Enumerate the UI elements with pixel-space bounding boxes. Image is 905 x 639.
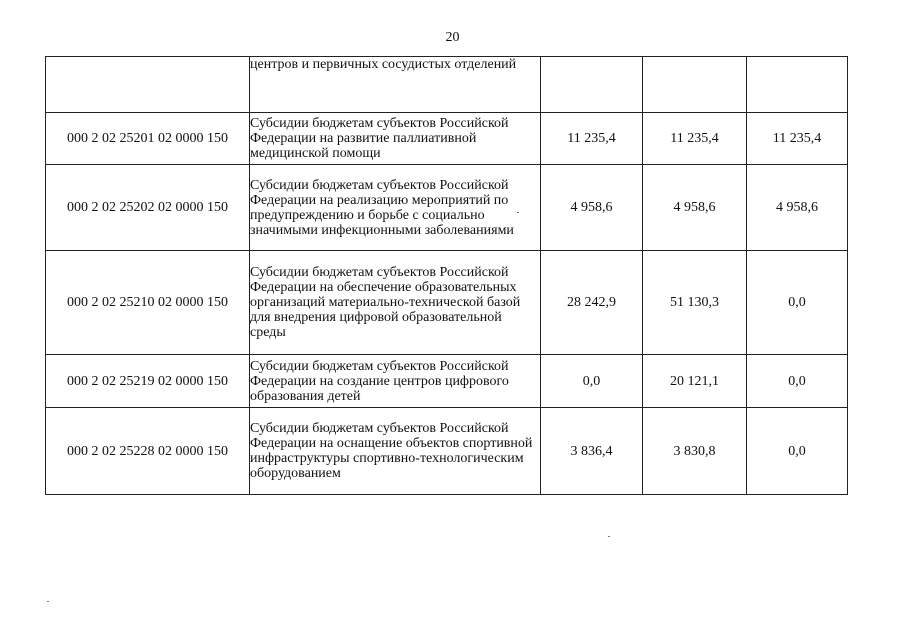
table-row [46,57,848,113]
table-row [46,113,848,165]
scan-speck [517,212,519,213]
code-cell: 000 2 02 25228 02 0000 150 [46,408,250,495]
name-cell: Субсидии бюджетам субъектов Российской Федерации на обеспечение образовательных организаций материально-технической базой для внедрения цифровой образовательной среды [250,251,541,355]
value-cell-2 [643,57,747,113]
value-cell-3: 11 235,4 [747,113,848,165]
value-cell-1: 11 235,4 [541,113,643,165]
table-row [46,355,848,408]
name-cell: Субсидии бюджетам субъектов Российской Федерации на оснащение объектов спортивной инфраструктуры спортивно-технологическим оборудованием [250,408,541,495]
name-cell: центров и первичных сосудистых отделений [250,57,541,113]
value-cell-2: 51 130,3 [643,251,747,355]
value-cell-3: 0,0 [747,251,848,355]
value-cell-1: 4 958,6 [541,165,643,251]
value-cell-3: 0,0 [747,355,848,408]
code-cell: 000 2 02 25202 02 0000 150 [46,165,250,251]
page-number: 20 [445,30,460,45]
value-cell-1: 3 836,4 [541,408,643,495]
name-cell: Субсидии бюджетам субъектов Российской Федерации на создание центров цифрового образования детей [250,355,541,408]
value-cell-1: 28 242,9 [541,251,643,355]
name-cell: Субсидии бюджетам субъектов Российской Федерации на реализацию мероприятий по предупреждению и борьбе с социально значимыми инфекционными заболеваниями [250,165,541,251]
scan-speck [47,601,49,602]
code-cell [46,57,250,113]
scan-speck [608,536,610,537]
value-cell-2: 11 235,4 [643,113,747,165]
table-row [46,251,848,355]
code-cell: 000 2 02 25219 02 0000 150 [46,355,250,408]
value-cell-2: 4 958,6 [643,165,747,251]
value-cell-2: 20 121,1 [643,355,747,408]
value-cell-3 [747,57,848,113]
table-row [46,165,848,251]
value-cell-3: 0,0 [747,408,848,495]
table-row [46,408,848,495]
value-cell-1: 0,0 [541,355,643,408]
value-cell-2: 3 830,8 [643,408,747,495]
value-cell-1 [541,57,643,113]
value-cell-3: 4 958,6 [747,165,848,251]
budget-table [45,56,848,495]
code-cell: 000 2 02 25210 02 0000 150 [46,251,250,355]
code-cell: 000 2 02 25201 02 0000 150 [46,113,250,165]
name-cell: Субсидии бюджетам субъектов Российской Федерации на развитие паллиативной медицинской помощи [250,113,541,165]
